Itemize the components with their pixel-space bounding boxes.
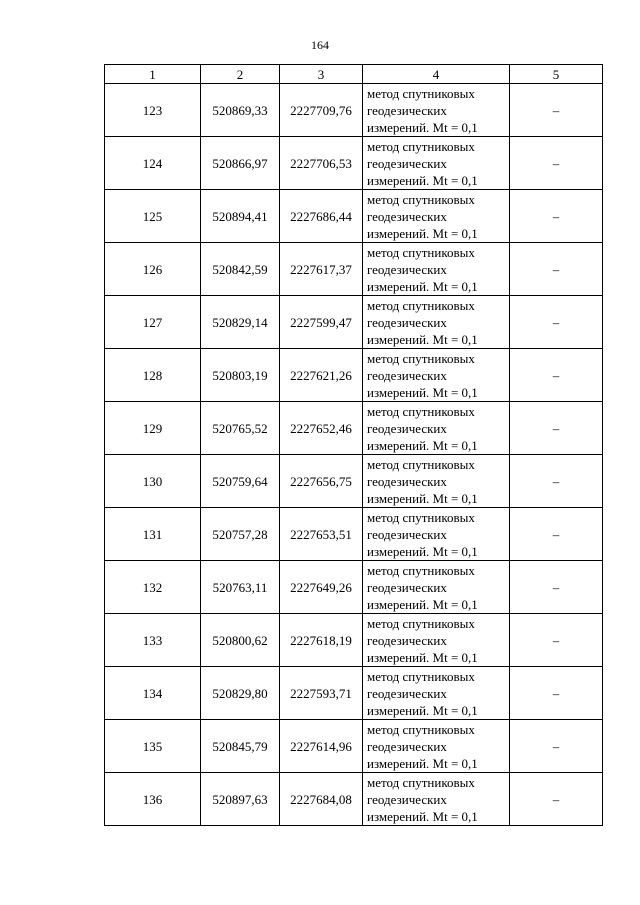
method-line: геодезических — [367, 579, 447, 595]
column-header-3: 3 — [280, 65, 363, 84]
page-number: 164 — [311, 38, 329, 52]
method-line: метод спутниковых — [367, 297, 475, 313]
y-coordinate-cell: 2227709,76 — [280, 84, 363, 137]
y-coordinate-cell: 2227653,51 — [280, 508, 363, 561]
method-line: измерений. Mt = 0,1 — [367, 649, 478, 665]
note-cell: – — [510, 508, 603, 561]
method-cell — [363, 84, 510, 137]
note-cell: – — [510, 402, 603, 455]
table-row — [105, 614, 603, 667]
x-coordinate-cell: 520757,28 — [201, 508, 280, 561]
method-line: метод спутниковых — [367, 138, 475, 154]
method-line: метод спутниковых — [367, 721, 475, 737]
y-coordinate-cell: 2227618,19 — [280, 614, 363, 667]
method-cell — [363, 720, 510, 773]
column-header-2: 2 — [201, 65, 280, 84]
table-body — [105, 84, 603, 826]
x-coordinate-cell: 520803,19 — [201, 349, 280, 402]
y-coordinate-cell: 2227656,75 — [280, 455, 363, 508]
x-coordinate-cell: 520845,79 — [201, 720, 280, 773]
table-row — [105, 296, 603, 349]
method-cell — [363, 773, 510, 826]
table-row — [105, 720, 603, 773]
method-line: геодезических — [367, 208, 447, 224]
method-cell — [363, 667, 510, 720]
method-cell — [363, 561, 510, 614]
method-line: геодезических — [367, 155, 447, 171]
table-row — [105, 508, 603, 561]
note-cell: – — [510, 137, 603, 190]
method-line: геодезических — [367, 314, 447, 330]
method-line: метод спутниковых — [367, 403, 475, 419]
note-cell: – — [510, 84, 603, 137]
method-line: метод спутниковых — [367, 244, 475, 260]
method-cell — [363, 614, 510, 667]
table-row — [105, 190, 603, 243]
x-coordinate-cell: 520829,80 — [201, 667, 280, 720]
y-coordinate-cell: 2227621,26 — [280, 349, 363, 402]
point-number-cell: 131 — [105, 508, 201, 561]
table-row — [105, 455, 603, 508]
note-cell: – — [510, 667, 603, 720]
method-line: геодезических — [367, 791, 447, 807]
method-line: геодезических — [367, 738, 447, 754]
column-header-4: 4 — [363, 65, 510, 84]
x-coordinate-cell: 520897,63 — [201, 773, 280, 826]
table-header-row — [105, 65, 603, 84]
point-number-cell: 128 — [105, 349, 201, 402]
coordinates-table — [104, 64, 603, 826]
method-line: метод спутниковых — [367, 191, 475, 207]
y-coordinate-cell: 2227649,26 — [280, 561, 363, 614]
point-number-cell: 133 — [105, 614, 201, 667]
method-cell — [363, 243, 510, 296]
method-cell — [363, 402, 510, 455]
y-coordinate-cell: 2227686,44 — [280, 190, 363, 243]
method-line: геодезических — [367, 420, 447, 436]
note-cell: – — [510, 773, 603, 826]
table-row — [105, 402, 603, 455]
note-cell: – — [510, 243, 603, 296]
x-coordinate-cell: 520842,59 — [201, 243, 280, 296]
note-cell: – — [510, 561, 603, 614]
table-row — [105, 137, 603, 190]
method-line: метод спутниковых — [367, 562, 475, 578]
method-cell — [363, 455, 510, 508]
note-cell: – — [510, 455, 603, 508]
x-coordinate-cell: 520869,33 — [201, 84, 280, 137]
method-line: измерений. Mt = 0,1 — [367, 755, 478, 771]
note-cell: – — [510, 349, 603, 402]
method-line: измерений. Mt = 0,1 — [367, 384, 478, 400]
method-line: геодезических — [367, 261, 447, 277]
table-row — [105, 667, 603, 720]
method-line: геодезических — [367, 632, 447, 648]
point-number-cell: 127 — [105, 296, 201, 349]
point-number-cell: 126 — [105, 243, 201, 296]
note-cell: – — [510, 296, 603, 349]
method-line: геодезических — [367, 473, 447, 489]
point-number-cell: 134 — [105, 667, 201, 720]
note-cell: – — [510, 720, 603, 773]
method-line: метод спутниковых — [367, 85, 475, 101]
method-line: метод спутниковых — [367, 615, 475, 631]
x-coordinate-cell: 520763,11 — [201, 561, 280, 614]
method-line: геодезических — [367, 685, 447, 701]
table-row — [105, 773, 603, 826]
x-coordinate-cell: 520866,97 — [201, 137, 280, 190]
x-coordinate-cell: 520894,41 — [201, 190, 280, 243]
method-line: измерений. Mt = 0,1 — [367, 331, 478, 347]
method-line: измерений. Mt = 0,1 — [367, 808, 478, 824]
point-number-cell: 130 — [105, 455, 201, 508]
y-coordinate-cell: 2227684,08 — [280, 773, 363, 826]
point-number-cell: 136 — [105, 773, 201, 826]
point-number-cell: 123 — [105, 84, 201, 137]
y-coordinate-cell: 2227652,46 — [280, 402, 363, 455]
method-line: измерений. Mt = 0,1 — [367, 596, 478, 612]
table-row — [105, 84, 603, 137]
x-coordinate-cell: 520759,64 — [201, 455, 280, 508]
column-header-1: 1 — [105, 65, 201, 84]
x-coordinate-cell: 520765,52 — [201, 402, 280, 455]
table-row — [105, 243, 603, 296]
method-line: метод спутниковых — [367, 456, 475, 472]
table-row — [105, 349, 603, 402]
method-line: метод спутниковых — [367, 350, 475, 366]
note-cell: – — [510, 190, 603, 243]
method-line: метод спутниковых — [367, 774, 475, 790]
x-coordinate-cell: 520800,62 — [201, 614, 280, 667]
method-line: метод спутниковых — [367, 668, 475, 684]
column-header-5: 5 — [510, 65, 603, 84]
table-row — [105, 561, 603, 614]
method-cell — [363, 508, 510, 561]
method-line: измерений. Mt = 0,1 — [367, 225, 478, 241]
point-number-cell: 135 — [105, 720, 201, 773]
method-line: измерений. Mt = 0,1 — [367, 172, 478, 188]
note-cell: – — [510, 614, 603, 667]
method-line: измерений. Mt = 0,1 — [367, 490, 478, 506]
method-line: геодезических — [367, 526, 447, 542]
y-coordinate-cell: 2227593,71 — [280, 667, 363, 720]
method-cell — [363, 190, 510, 243]
point-number-cell: 132 — [105, 561, 201, 614]
method-line: измерений. Mt = 0,1 — [367, 278, 478, 294]
method-line: метод спутниковых — [367, 509, 475, 525]
method-cell — [363, 349, 510, 402]
method-line: измерений. Mt = 0,1 — [367, 702, 478, 718]
y-coordinate-cell: 2227617,37 — [280, 243, 363, 296]
method-line: геодезических — [367, 102, 447, 118]
point-number-cell: 129 — [105, 402, 201, 455]
method-line: измерений. Mt = 0,1 — [367, 543, 478, 559]
method-cell — [363, 137, 510, 190]
method-cell — [363, 296, 510, 349]
x-coordinate-cell: 520829,14 — [201, 296, 280, 349]
y-coordinate-cell: 2227599,47 — [280, 296, 363, 349]
y-coordinate-cell: 2227614,96 — [280, 720, 363, 773]
y-coordinate-cell: 2227706,53 — [280, 137, 363, 190]
method-line: геодезических — [367, 367, 447, 383]
point-number-cell: 125 — [105, 190, 201, 243]
method-line: измерений. Mt = 0,1 — [367, 119, 478, 135]
method-line: измерений. Mt = 0,1 — [367, 437, 478, 453]
point-number-cell: 124 — [105, 137, 201, 190]
